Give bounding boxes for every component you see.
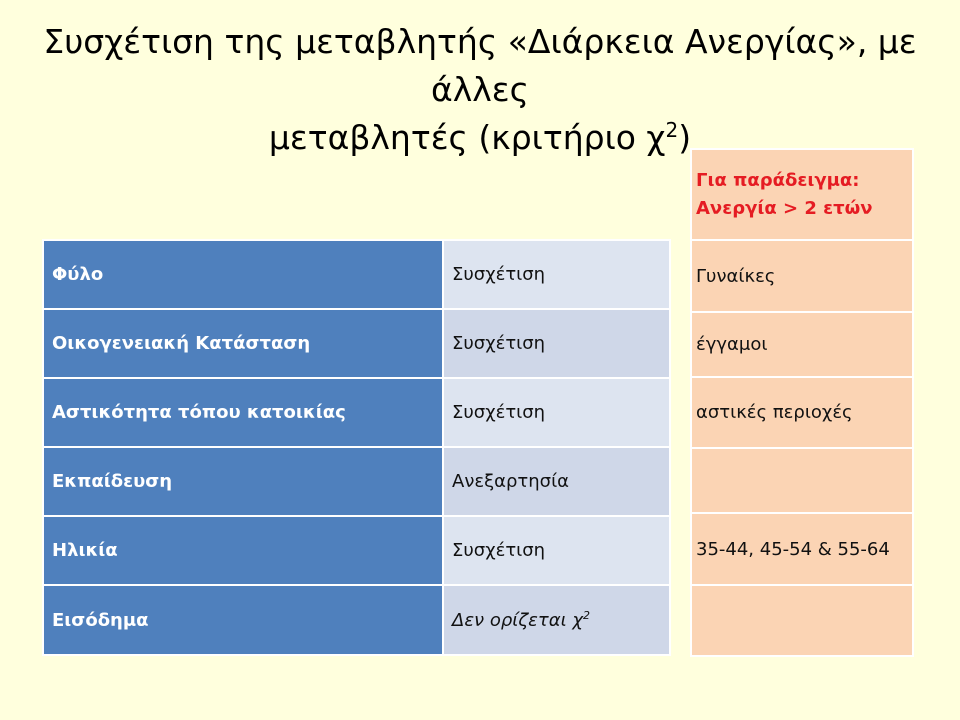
correlation-table [42,239,671,656]
variable-cell: Εκπαίδευση [43,447,443,516]
result-text: Δεν ορίζεται χ [452,610,584,631]
example-cell [691,585,913,656]
result-cell: Ανεξαρτησία [443,447,670,516]
title-line-2-text: μεταβλητές (κριτήριο χ [268,118,666,157]
result-cell: Συσχέτιση [443,240,670,309]
example-cell: έγγαμοι [691,312,913,377]
title-line-1: Συσχέτιση της μεταβλητής «Διάρκεια Ανεργίας», με άλλες [43,22,917,109]
table-row [43,240,670,309]
example-cell: αστικές περιοχές [691,377,913,448]
table-row [43,516,670,585]
example-header-line-2: Ανεργία > 2 ετών [696,197,873,219]
example-header [691,149,913,240]
example-header-row [691,149,913,240]
variable-cell: Εισόδημα [43,585,443,655]
table-row [43,309,670,378]
example-cell: Γυναίκες [691,240,913,312]
title-line-2-end: ) [678,118,692,157]
table-row [43,585,670,655]
slide-title [0,18,960,162]
variable-cell: Ηλικία [43,516,443,585]
result-cell: Συσχέτιση [443,309,670,378]
variable-cell: Φύλο [43,240,443,309]
variable-cell: Οικογενειακή Κατάσταση [43,309,443,378]
example-row [691,513,913,585]
result-cell: Συσχέτιση [443,516,670,585]
example-row [691,377,913,448]
result-cell [443,585,670,655]
example-row [691,448,913,513]
table-row [43,378,670,447]
example-header-line-1: Για παράδειγμα: [696,169,860,191]
example-row [691,312,913,377]
result-cell: Συσχέτιση [443,378,670,447]
title-superscript: 2 [665,118,679,142]
example-table [690,148,914,657]
result-superscript: 2 [583,609,591,622]
example-cell: 35-44, 45-54 & 55-64 [691,513,913,585]
example-row [691,240,913,312]
variable-cell: Αστικότητα τόπου κατοικίας [43,378,443,447]
example-cell [691,448,913,513]
example-row [691,585,913,656]
table-row [43,447,670,516]
